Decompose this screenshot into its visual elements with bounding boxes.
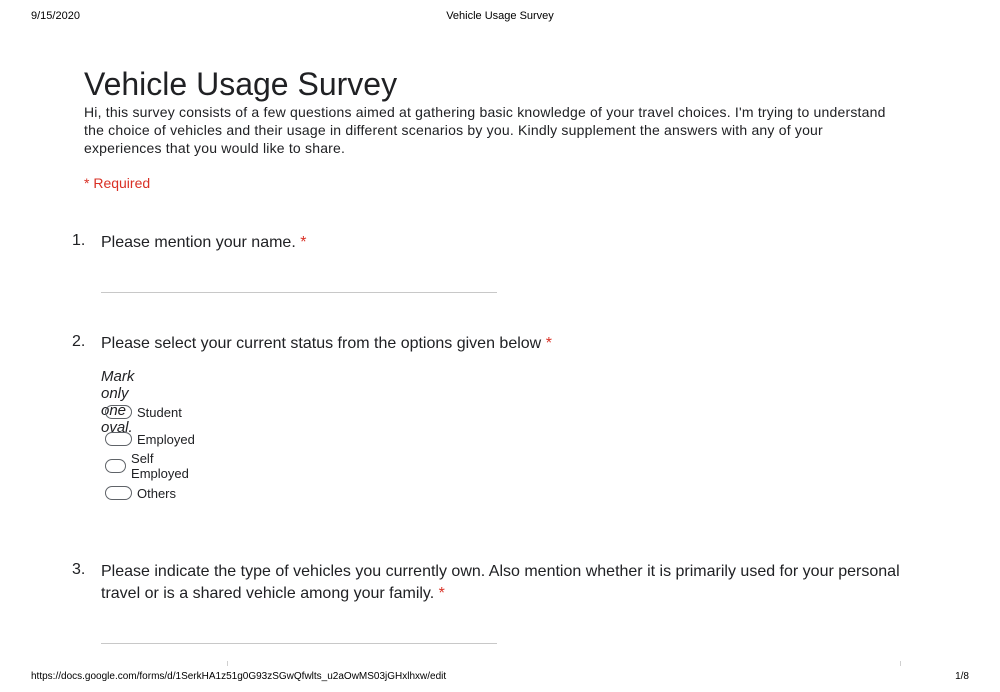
required-star: * (300, 234, 307, 251)
page-edge-mark (900, 661, 901, 666)
option-label: Employed (137, 431, 195, 447)
question-label: Please mention your name. (101, 234, 296, 251)
radio-oval-icon[interactable] (105, 459, 126, 473)
question-number: 2. (72, 333, 86, 350)
question-text (101, 232, 901, 254)
radio-oval-icon[interactable] (105, 432, 132, 446)
form-title: Vehicle Usage Survey (84, 66, 398, 102)
question-label: Please indicate the type of vehicles you currently own. Also mention whether it is primarily used for your personal travel or is a shared vehicle among your family. (101, 563, 900, 602)
radio-oval-icon[interactable] (105, 405, 132, 419)
print-footer-url: https://docs.google.com/forms/d/1SerkHA1z51g0G93zSGwQfwlts_u2aOwMS03jGHxlhxw/edit (31, 671, 447, 682)
radio-oval-icon[interactable] (105, 486, 132, 500)
required-star: * (438, 585, 445, 602)
question-text (101, 333, 901, 355)
question-text (101, 561, 901, 605)
print-header-date: 9/15/2020 (31, 10, 80, 22)
option-self-employed[interactable] (105, 451, 195, 481)
page-edge-mark (227, 661, 228, 666)
mark-instruction: Mark only one oval. (101, 368, 135, 436)
question-number: 3. (72, 561, 86, 578)
option-label: Student (137, 404, 182, 420)
option-student[interactable] (105, 403, 182, 421)
option-label: Self Employed (131, 451, 189, 481)
question-number: 1. (72, 232, 86, 249)
question-label: Please select your current status from the options given below (101, 335, 542, 352)
vehicles-answer-field[interactable] (101, 643, 497, 644)
required-star: * (545, 335, 552, 352)
required-note: * Required (84, 175, 151, 191)
option-employed[interactable] (105, 430, 195, 448)
option-others[interactable] (105, 484, 176, 502)
option-label: Others (137, 485, 177, 501)
form-description: Hi, this survey consists of a few questions aimed at gathering basic knowledge of your travel choices. I'm trying to understand the choice of vehicles and their usage in different scenarios by you. Kindly supplement the answers with any of your experiences that you would like to share. (84, 104, 886, 156)
print-header-title: Vehicle Usage Survey (446, 10, 554, 22)
name-answer-field[interactable] (101, 292, 497, 293)
print-footer-page-number: 1/8 (955, 671, 969, 682)
